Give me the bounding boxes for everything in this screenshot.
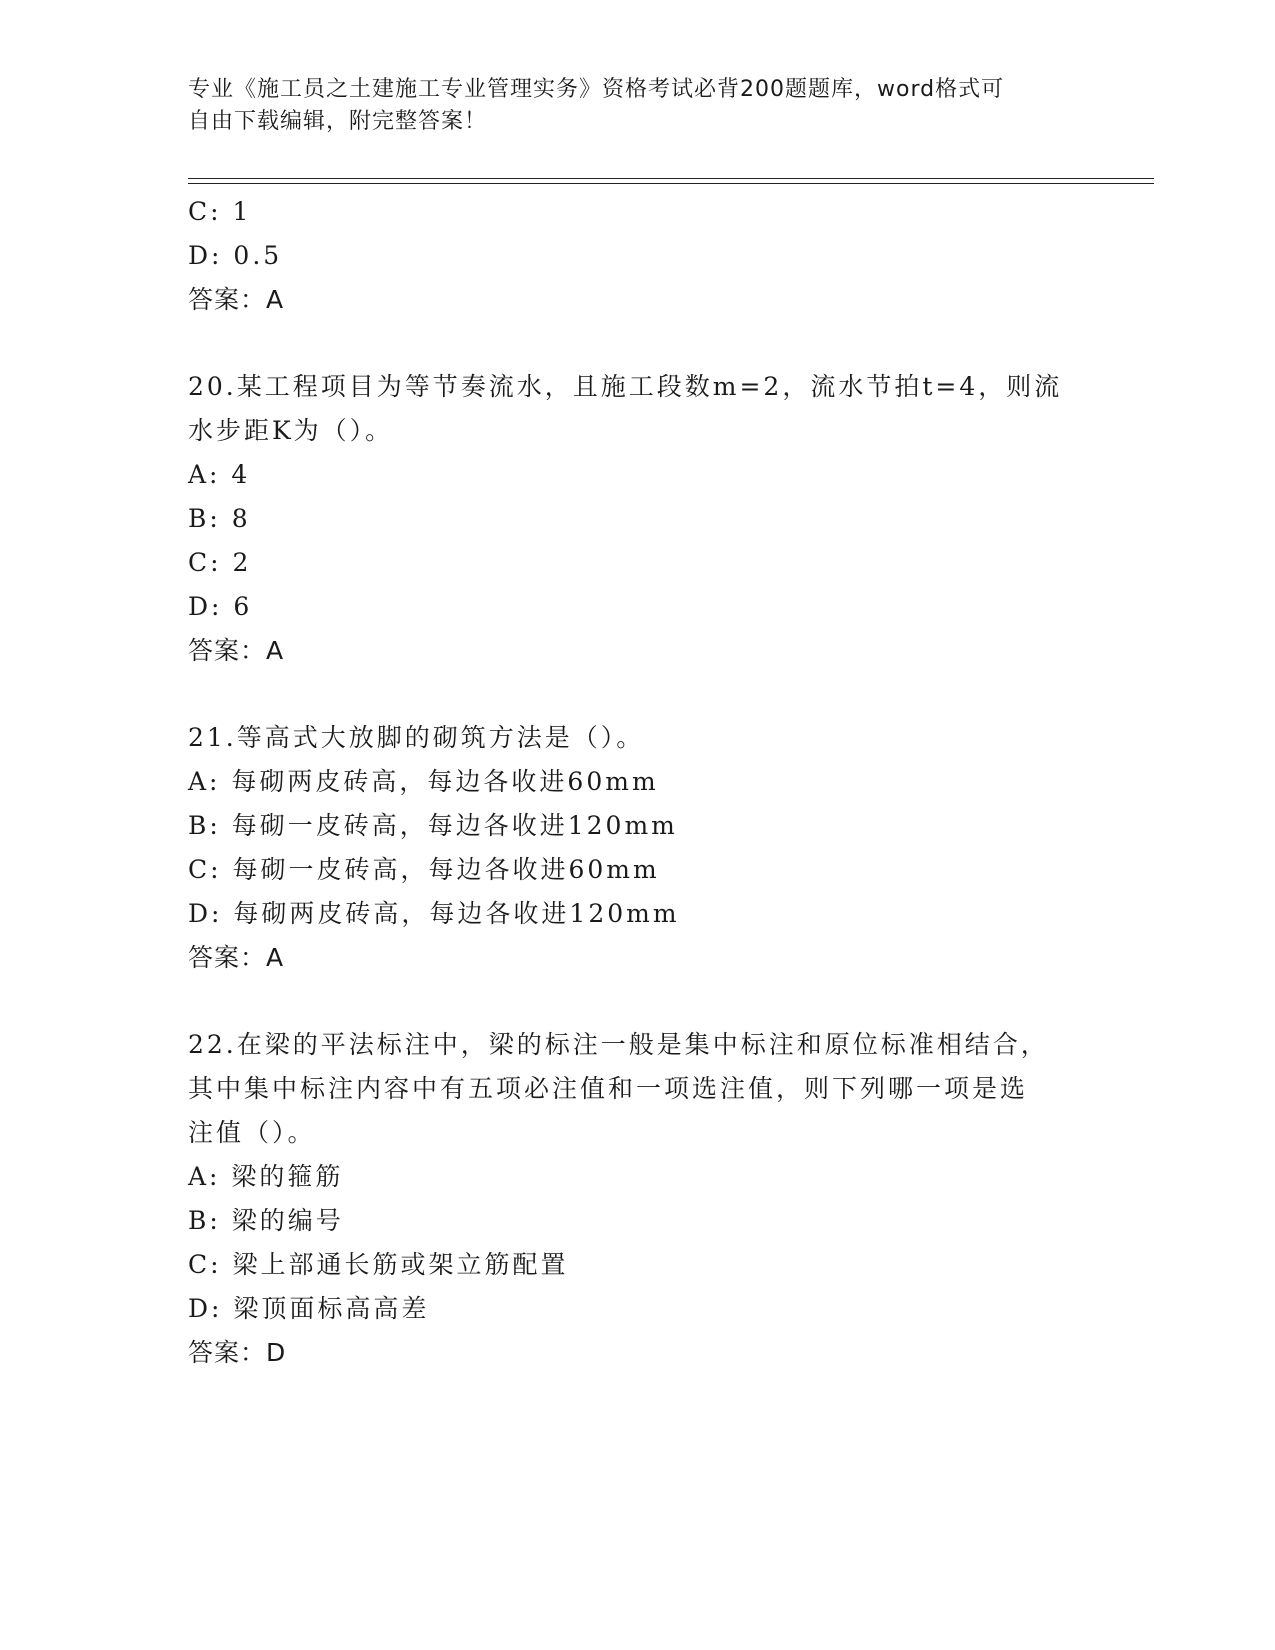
q19-option-d: D: 0.5 bbox=[188, 241, 283, 270]
q21-stem-line-1: 21.等高式大放脚的砌筑方法是（）。 bbox=[188, 723, 645, 752]
q22-stem-line-1: 22.在梁的平法标注中，梁的标注一般是集中标注和原位标准相结合， bbox=[188, 1030, 1049, 1059]
q21-option-b: B: 每砌一皮砖高，每边各收进120mm bbox=[188, 811, 678, 840]
q19-answer: 答案：A bbox=[188, 285, 285, 314]
q20-option-c: C: 2 bbox=[188, 548, 252, 577]
q22-option-b: B: 梁的编号 bbox=[188, 1206, 344, 1235]
document-header bbox=[188, 74, 1088, 138]
q21-answer: 答案：A bbox=[188, 943, 285, 972]
header-title-line-2: 自由下载编辑，附完整答案！ bbox=[188, 109, 488, 134]
q21-option-d: D: 每砌两皮砖高，每边各收进120mm bbox=[188, 899, 680, 928]
q20-answer: 答案：A bbox=[188, 636, 285, 665]
q22-stem-line-3: 注值（）。 bbox=[188, 1118, 316, 1147]
q20-option-a: A: 4 bbox=[188, 460, 251, 489]
header-title-line-1: 专业《施工员之土建施工专业管理实务》资格考试必背200题题库，word格式可 bbox=[188, 77, 1005, 102]
q20-option-b: B: 8 bbox=[188, 504, 251, 533]
q22-option-c: C: 梁上部通长筋或架立筋配置 bbox=[188, 1250, 569, 1279]
q22-option-a: A: 梁的箍筋 bbox=[188, 1162, 344, 1191]
q21-option-a: A: 每砌两皮砖高，每边各收进60mm bbox=[188, 767, 659, 796]
q19-option-c: C: 1 bbox=[188, 197, 252, 226]
q20-stem-line-2: 水步距K为（）。 bbox=[188, 416, 394, 445]
header-divider-bottom bbox=[188, 183, 1154, 184]
q22-option-d: D: 梁顶面标高高差 bbox=[188, 1294, 430, 1323]
q22-answer: 答案：D bbox=[188, 1338, 287, 1367]
header-divider-top bbox=[188, 178, 1154, 179]
q22-stem-line-2: 其中集中标注内容中有五项必注值和一项选注值，则下列哪一项是选 bbox=[188, 1074, 1029, 1103]
q20-stem-line-1: 20.某工程项目为等节奏流水，且施工段数m=2，流水节拍t=4，则流 bbox=[188, 372, 1063, 401]
q20-option-d: D: 6 bbox=[188, 592, 253, 621]
q21-option-c: C: 每砌一皮砖高，每边各收进60mm bbox=[188, 855, 660, 884]
